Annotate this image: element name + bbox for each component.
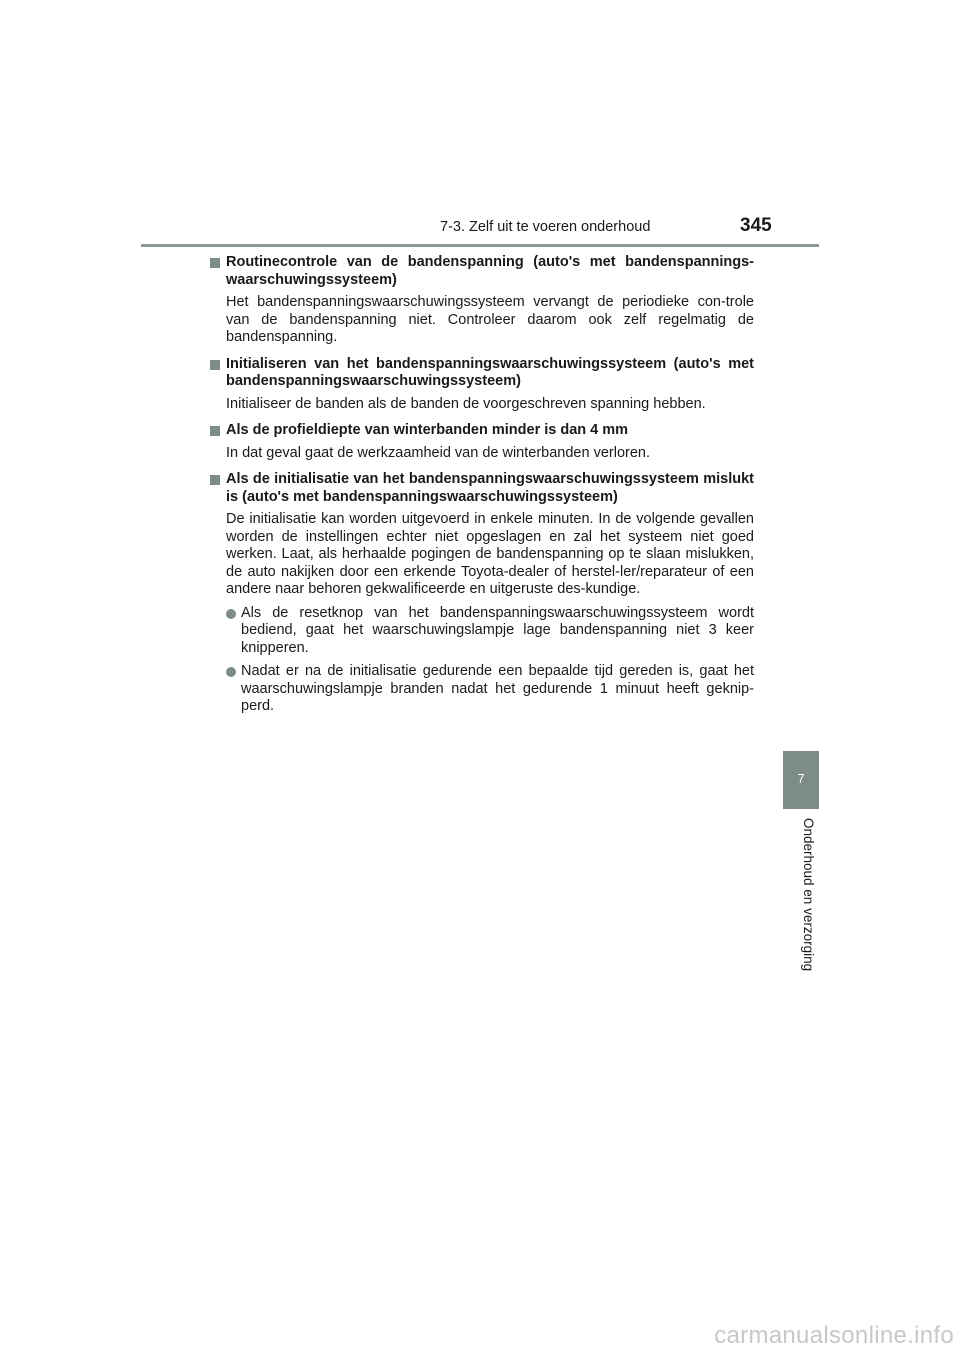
chapter-number: 7 <box>797 771 805 786</box>
section-heading-text: Als de initialisatie van het bandenspanningswaarschuwingssysteem mislukt is (auto's met bandenspanningswaarschuwingssysteem) <box>226 471 754 505</box>
list-item-text: Als de resetknop van het bandenspanningswaarschuwingssysteem wordt bediend, gaat het waarschuwingslampje lage bandenspanning niet 3 keer knipperen. <box>241 604 754 656</box>
list-item-text: Nadat er na de initialisatie gedurende een bepaalde tijd gereden is, gaat het waarschuwingslampje branden nadat het gedurende 1 minuut heeft geknip-perd. <box>241 663 754 714</box>
section-heading-text: Als de profieldiepte van winterbanden minder is dan 4 mm <box>226 422 629 438</box>
page-content <box>208 254 754 725</box>
section-profieldiepte <box>208 422 754 462</box>
section-heading-text: Routinecontrole van de bandenspanning (auto's met bandenspannings-waarschuwingssysteem) <box>226 254 754 288</box>
chapter-tab <box>783 751 819 809</box>
section-body: Het bandenspanningswaarschuwingssysteem vervangt de periodieke con-trole van de bandenspanning niet. Controleer daarom ook zelf regelmatig de bandenspanning. <box>226 294 754 345</box>
round-bullet-icon <box>226 667 236 677</box>
section-heading-text: Initialiseren van het bandenspanningswaarschuwingssysteem (auto's met bandenspanningswaarschuwingssysteem) <box>226 355 754 389</box>
section-heading <box>208 422 754 440</box>
section-heading <box>208 254 754 289</box>
square-bullet-icon <box>210 426 220 436</box>
square-bullet-icon <box>210 475 220 485</box>
list-item <box>208 663 754 716</box>
header-section-title: 7-3. Zelf uit te voeren onderhoud <box>440 219 651 235</box>
watermark: carmanualsonline.info <box>714 1322 954 1349</box>
section-heading <box>208 471 754 506</box>
chapter-label: Onderhoud en verzorging <box>801 818 816 972</box>
page-number: 345 <box>740 215 772 236</box>
section-body: De initialisatie kan worden uitgevoerd in enkele minuten. In de volgende gevallen worden de instellingen echter niet opgeslagen en zal het systeem niet goed werken. Laat, als herhaalde pogingen de bandenspanning op te slaan mislukken, de auto nakijken door een erkende Toyota-dealer of herstel-ler/reparateur of een andere naar behoren gekwalificeerde en uitgeruste des-kundige. <box>226 511 754 597</box>
section-initialisatie-mislukt <box>208 471 754 716</box>
section-body: Initialiseer de banden als de banden de voorgeschreven spanning hebben. <box>226 395 706 412</box>
round-bullet-icon <box>226 609 236 619</box>
section-heading <box>208 356 754 391</box>
square-bullet-icon <box>210 360 220 370</box>
square-bullet-icon <box>210 258 220 268</box>
section-body: In dat geval gaat de werkzaamheid van de winterbanden verloren. <box>226 444 650 461</box>
header-divider <box>141 244 819 247</box>
section-initialiseren <box>208 356 754 414</box>
section-routinecontrole <box>208 254 754 347</box>
list-item <box>208 605 754 658</box>
